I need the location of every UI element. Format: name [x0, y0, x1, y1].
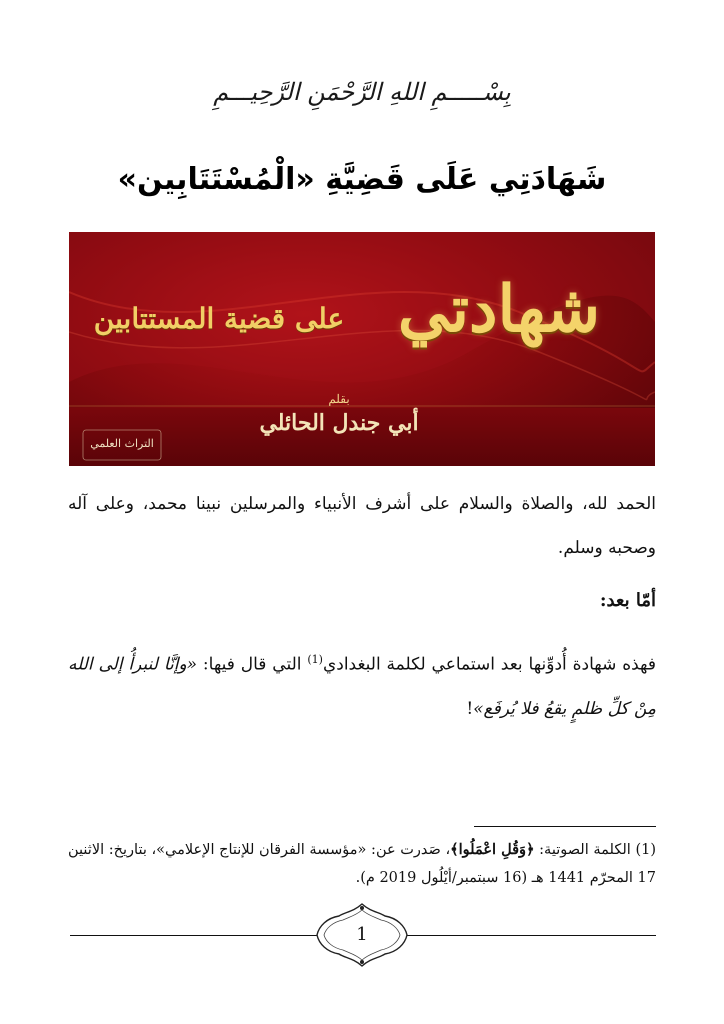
paragraph-text-end: !	[466, 698, 474, 719]
footnote-number: (1)	[635, 842, 657, 858]
footnote-reference[interactable]: (1)	[307, 653, 323, 666]
page-number: 1	[356, 924, 368, 945]
banner-author: أبي جندل الحائلي	[259, 410, 419, 436]
publisher-logo-text: التراث العلمي	[90, 437, 154, 450]
banner-by-label: بقلم	[328, 392, 350, 406]
footnote-separator	[474, 826, 656, 827]
main-paragraph	[68, 638, 656, 731]
banner-subtitle: على قضية المستتابين	[93, 302, 345, 335]
footnote	[68, 836, 656, 892]
footnote-details: ، صَدرت عن: «مؤسسة الفرقان للإنتاج الإعلامي»، بتاريخ: الاثنين 17 المحرّم 1441 هـ (16 سبتمبر/أيْلُول 2019 م).	[68, 842, 656, 886]
banner-main-word: شهادتي	[397, 272, 601, 347]
section-heading: أمّا بعد:	[599, 590, 656, 611]
title-banner	[69, 232, 655, 466]
quoted-statement: «وإنَّا لنبرأُ إلى الله مِنْ كلِّ ظلمٍ يقعُ فلا يُرفَع»	[68, 654, 656, 719]
footnote-speech-title: ﴿وَقُلِ اعْمَلُوا﴾	[450, 841, 535, 858]
basmala-heading: بِسْـــــمِ اللهِ الرَّحْمَنِ الرَّحِيـــمِ	[213, 78, 511, 106]
paragraph-text-mid: التي قال فيها:	[197, 654, 308, 675]
publisher-logo	[81, 428, 163, 462]
document-title: شَهَادَتِي عَلَى قَضِيَّةِ «الْمُسْتَتَابِين»	[117, 162, 607, 197]
opening-paragraph: الحمد لله، والصلاة والسلام على أشرف الأنبياء والمرسلين نبينا محمد، وعلى آله وصحبه وسلم.	[68, 494, 656, 558]
footnote-label: الكلمة الصوتية:	[539, 842, 631, 858]
paragraph-text-start: فهذه شهادة أُدوِّنها بعد استماعي لكلمة البغدادي	[322, 654, 656, 675]
